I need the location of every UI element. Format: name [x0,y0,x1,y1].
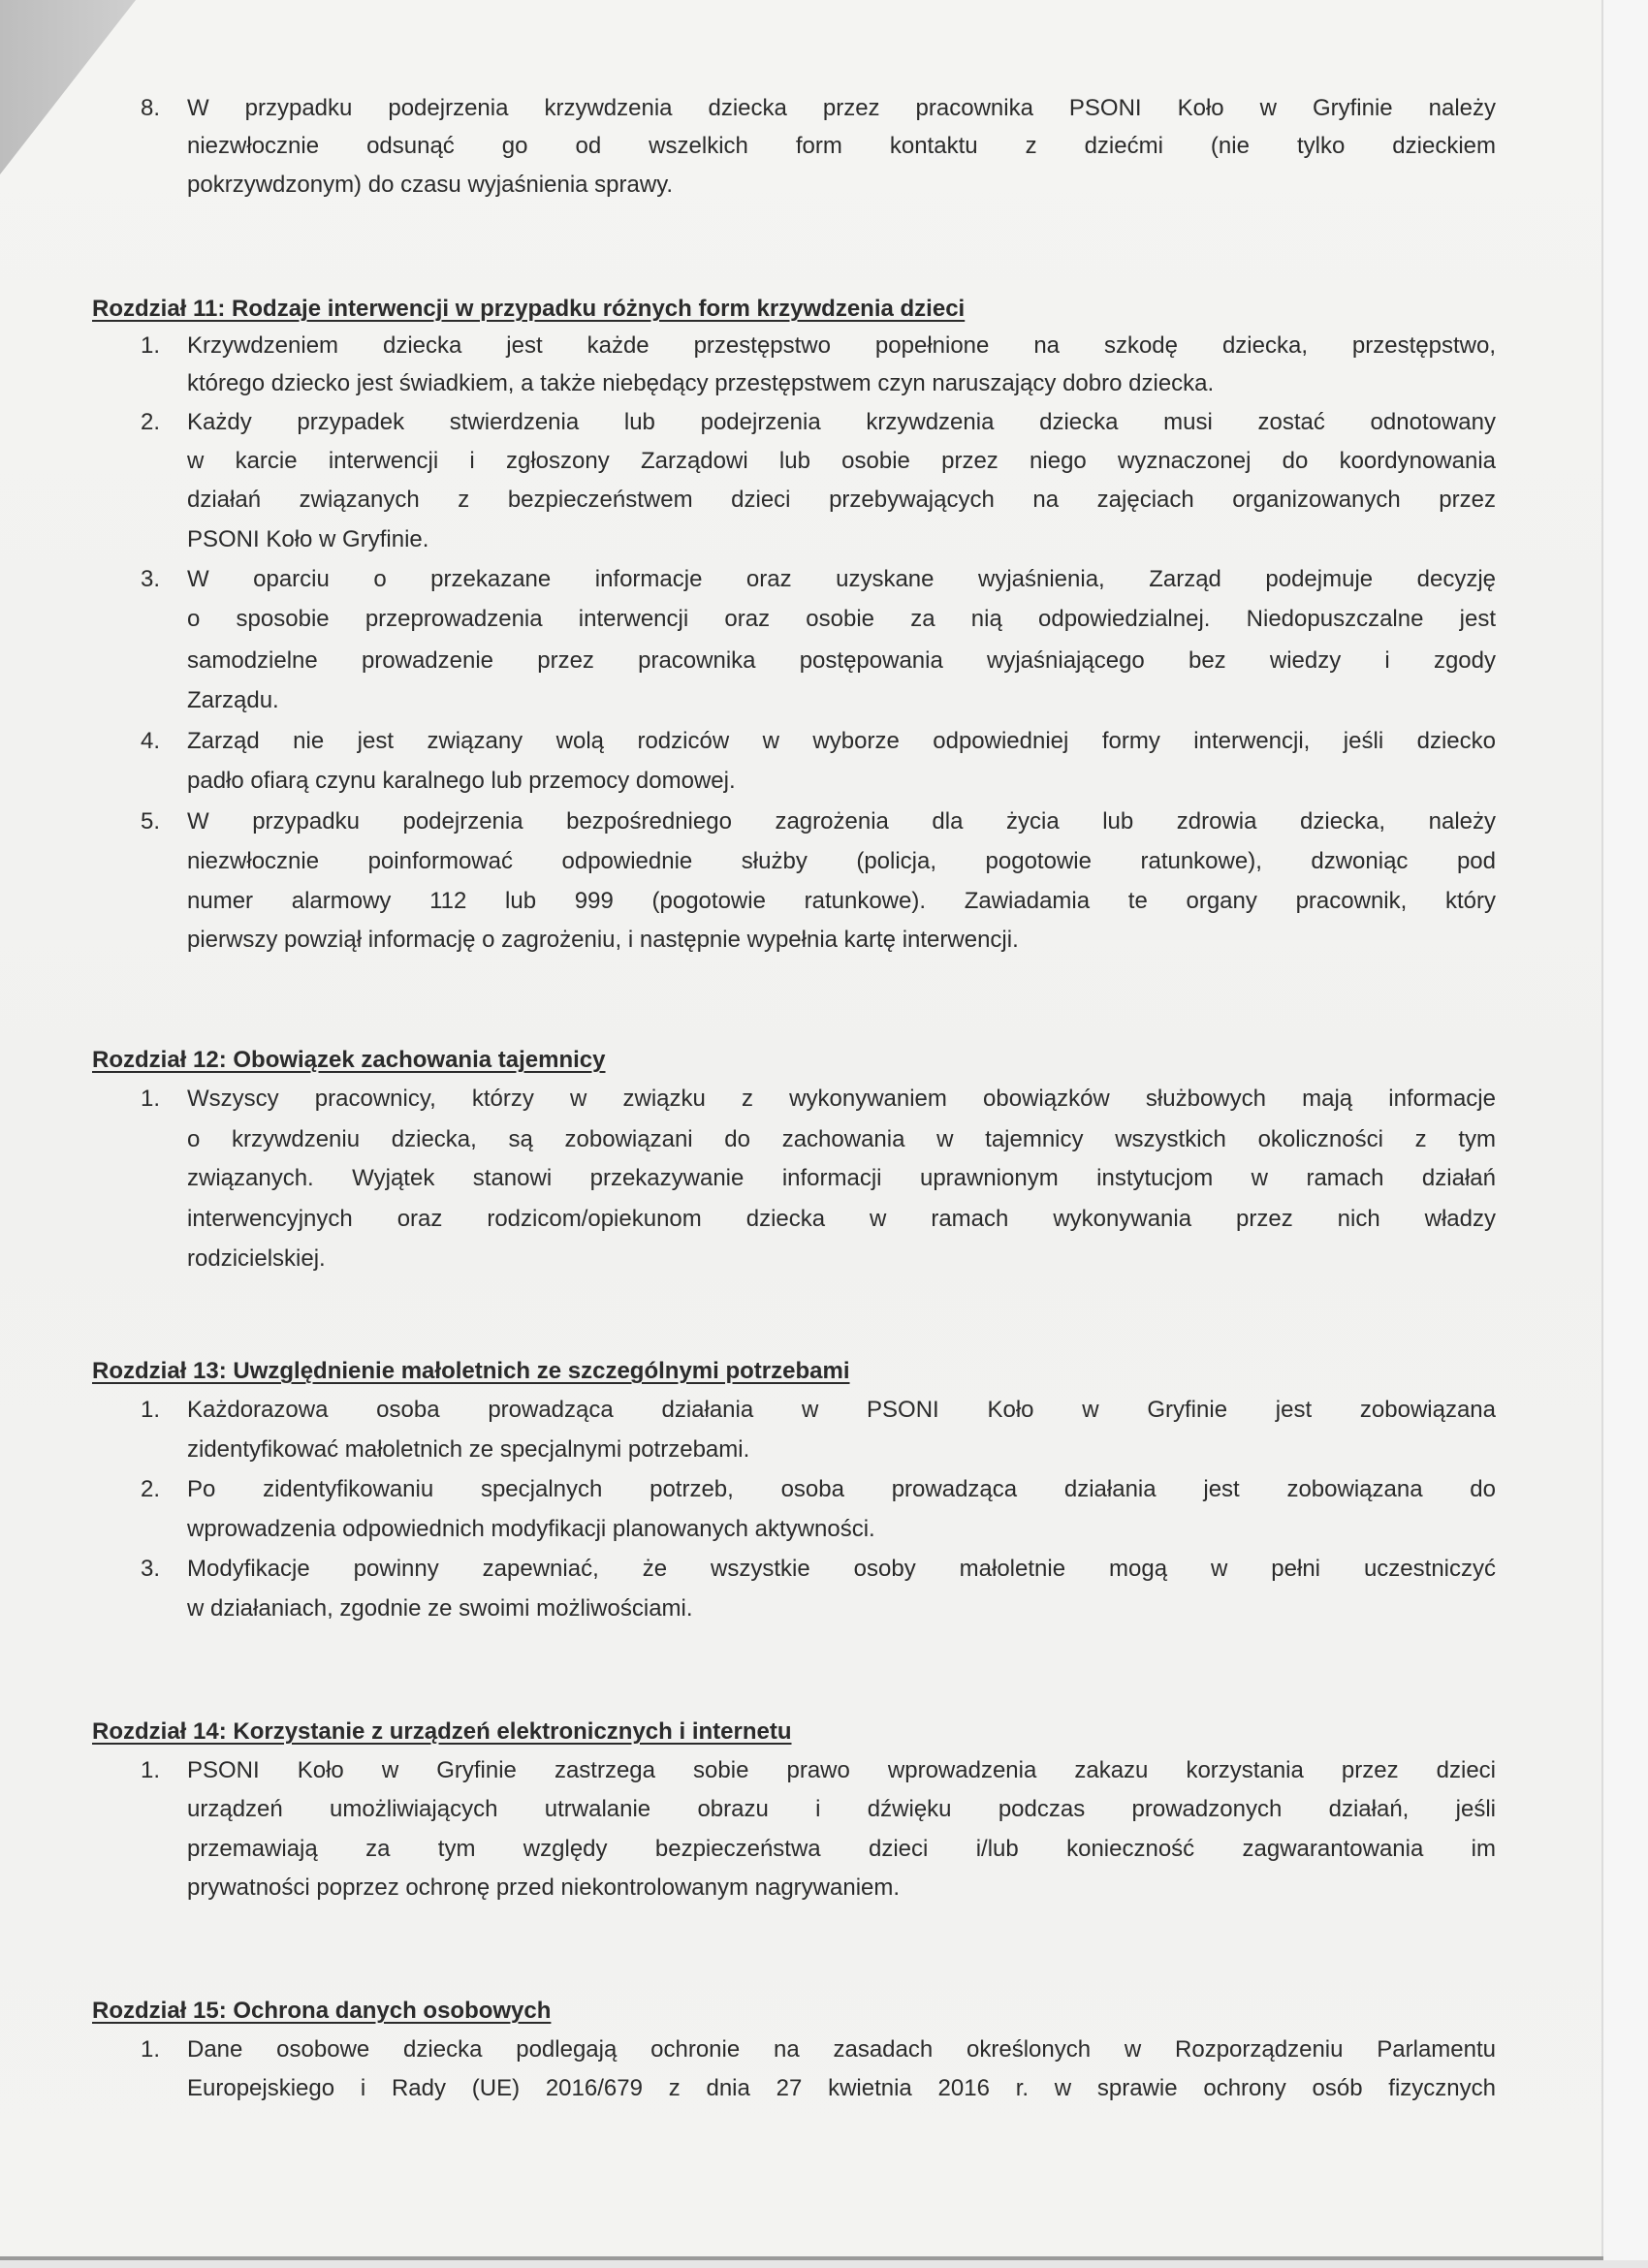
list-item-line: Dane osobowe dziecka podlegają ochronie na zasadach określonych w Rozporządzeniu Parlamentu [187,2036,1496,2063]
list-item-line: PSONI Koło w Gryfinie zastrzega sobie prawo wprowadzenia zakazu korzystania przez dzieci [187,1757,1496,1783]
list-item-line: niezwłocznie odsunąć go od wszelkich form kontaktu z dziećmi (nie tylko dzieckiem [187,133,1496,159]
list-item-line: w działaniach, zgodnie ze swoimi możliwościami. [187,1595,693,1622]
list-item-line: samodzielne prowadzenie przez pracownika postępowania wyjaśniającego bez wiedzy i zgody [187,647,1496,674]
list-item-line: Zarządu. [187,687,279,713]
list-item-line: w karcie interwencji i zgłoszony Zarządowi lub osobie przez niego wyznaczonej do koordynowania [187,448,1496,474]
list-item-line: pierwszy powziął informację o zagrożeniu, i następnie wypełnia kartę interwencji. [187,927,1019,953]
list-item-line: wprowadzenia odpowiednich modyfikacji planowanych aktywności. [187,1516,875,1542]
list-item-line: przemawiają za tym względy bezpieczeństwa dzieci i/lub konieczność zagwarantowania im [187,1836,1496,1862]
list-item-line: Krzywdzeniem dziecka jest każde przestępstwo popełnione na szkodę dziecka, przestępstwo, [187,332,1496,359]
list-item-number: 1. [141,1397,161,1423]
list-item-number: 1. [141,1757,161,1783]
list-item-line: numer alarmowy 112 lub 999 (pogotowie ratunkowe). Zawiadamia te organy pracownik, który [187,888,1496,914]
list-item-line: PSONI Koło w Gryfinie. [187,526,429,552]
list-item-number: 8. [141,95,161,121]
list-item-number: 2. [141,409,161,435]
list-item-number: 5. [141,808,161,835]
list-item-number: 1. [141,332,161,359]
section-heading: Rozdział 14: Korzystanie z urządzeń elektronicznych i internetu [92,1718,792,1745]
list-item-line: o sposobie przeprowadzenia interwencji oraz osobie za nią odpowiedzialnej. Niedopuszczalne jest [187,606,1496,632]
list-item-number: 2. [141,1476,161,1502]
list-item-number: 1. [141,2036,161,2063]
list-item-number: 3. [141,566,161,592]
list-item-line: rodzicielskiej. [187,1245,326,1272]
list-item-line: związanych. Wyjątek stanowi przekazywanie informacji uprawnionym instytucjom w ramach działań [187,1165,1496,1191]
list-item-line: Zarząd nie jest związany wolą rodziców w wyborze odpowiedniej formy interwencji, jeśli dziecko [187,728,1496,754]
list-item-line: Modyfikacje powinny zapewniać, że wszystkie osoby małoletnie mogą w pełni uczestniczyć [187,1556,1496,1582]
section-heading: Rozdział 11: Rodzaje interwencji w przypadku różnych form krzywdzenia dzieci [92,296,966,322]
list-item-line: W przypadku podejrzenia bezpośredniego zagrożenia dla życia lub zdrowia dziecka, należy [187,808,1496,835]
list-item-line: którego dziecko jest świadkiem, a także niebędący przestępstwem czyn naruszający dobro dziecka. [187,370,1215,396]
section-heading: Rozdział 15: Ochrona danych osobowych [92,1998,552,2024]
list-item-line: prywatności poprzez ochronę przed niekontrolowanym nagrywaniem. [187,1874,901,1901]
list-item-line: W przypadku podejrzenia krzywdzenia dziecka przez pracownika PSONI Koło w Gryfinie należy [187,95,1496,121]
list-item-number: 1. [141,1086,161,1112]
list-item-line: padło ofiarą czynu karalnego lub przemocy domowej. [187,768,736,794]
list-item-line: o krzywdzeniu dziecka, są zobowiązani do zachowania w tajemnicy wszystkich okoliczności z tym [187,1126,1496,1152]
section-heading: Rozdział 13: Uwzględnienie małoletnich ze szczególnymi potrzebami [92,1358,850,1384]
list-item-line: interwencyjnych oraz rodzicom/opiekunom dziecka w ramach wykonywania przez nich władzy [187,1206,1496,1232]
list-item-line: zidentyfikować małoletnich ze specjalnymi potrzebami. [187,1436,750,1463]
list-item-line: W oparciu o przekazane informacje oraz uzyskane wyjaśnienia, Zarząd podejmuje decyzję [187,566,1496,592]
list-item-line: urządzeń umożliwiających utrwalanie obrazu i dźwięku podczas prowadzonych działań, jeśli [187,1796,1496,1822]
list-item-line: pokrzywdzonym) do czasu wyjaśnienia sprawy. [187,172,674,198]
list-item-number: 4. [141,728,161,754]
list-item-line: Każdy przypadek stwierdzenia lub podejrzenia krzywdzenia dziecka musi zostać odnotowany [187,409,1496,435]
section-heading: Rozdział 12: Obowiązek zachowania tajemnicy [92,1047,606,1073]
list-item-number: 3. [141,1556,161,1582]
list-item-line: Wszyscy pracownicy, którzy w związku z wykonywaniem obowiązków służbowych mają informacje [187,1086,1496,1112]
list-item-line: Europejskiego i Rady (UE) 2016/679 z dnia 27 kwietnia 2016 r. w sprawie ochrony osób fizycznych [187,2075,1496,2101]
list-item-line: niezwłocznie poinformować odpowiednie służby (policja, pogotowie ratunkowe), dzwoniąc pod [187,848,1496,874]
scanner-background-bottom [0,2260,1648,2268]
list-item-line: działań związanych z bezpieczeństwem dzieci przebywających na zajęciach organizowanych przez [187,487,1496,513]
list-item-line: Po zidentyfikowaniu specjalnych potrzeb, osoba prowadząca działania jest zobowiązana do [187,1476,1496,1502]
list-item-line: Każdorazowa osoba prowadząca działania w PSONI Koło w Gryfinie jest zobowiązana [187,1397,1496,1423]
scanner-background [1603,0,1648,2268]
